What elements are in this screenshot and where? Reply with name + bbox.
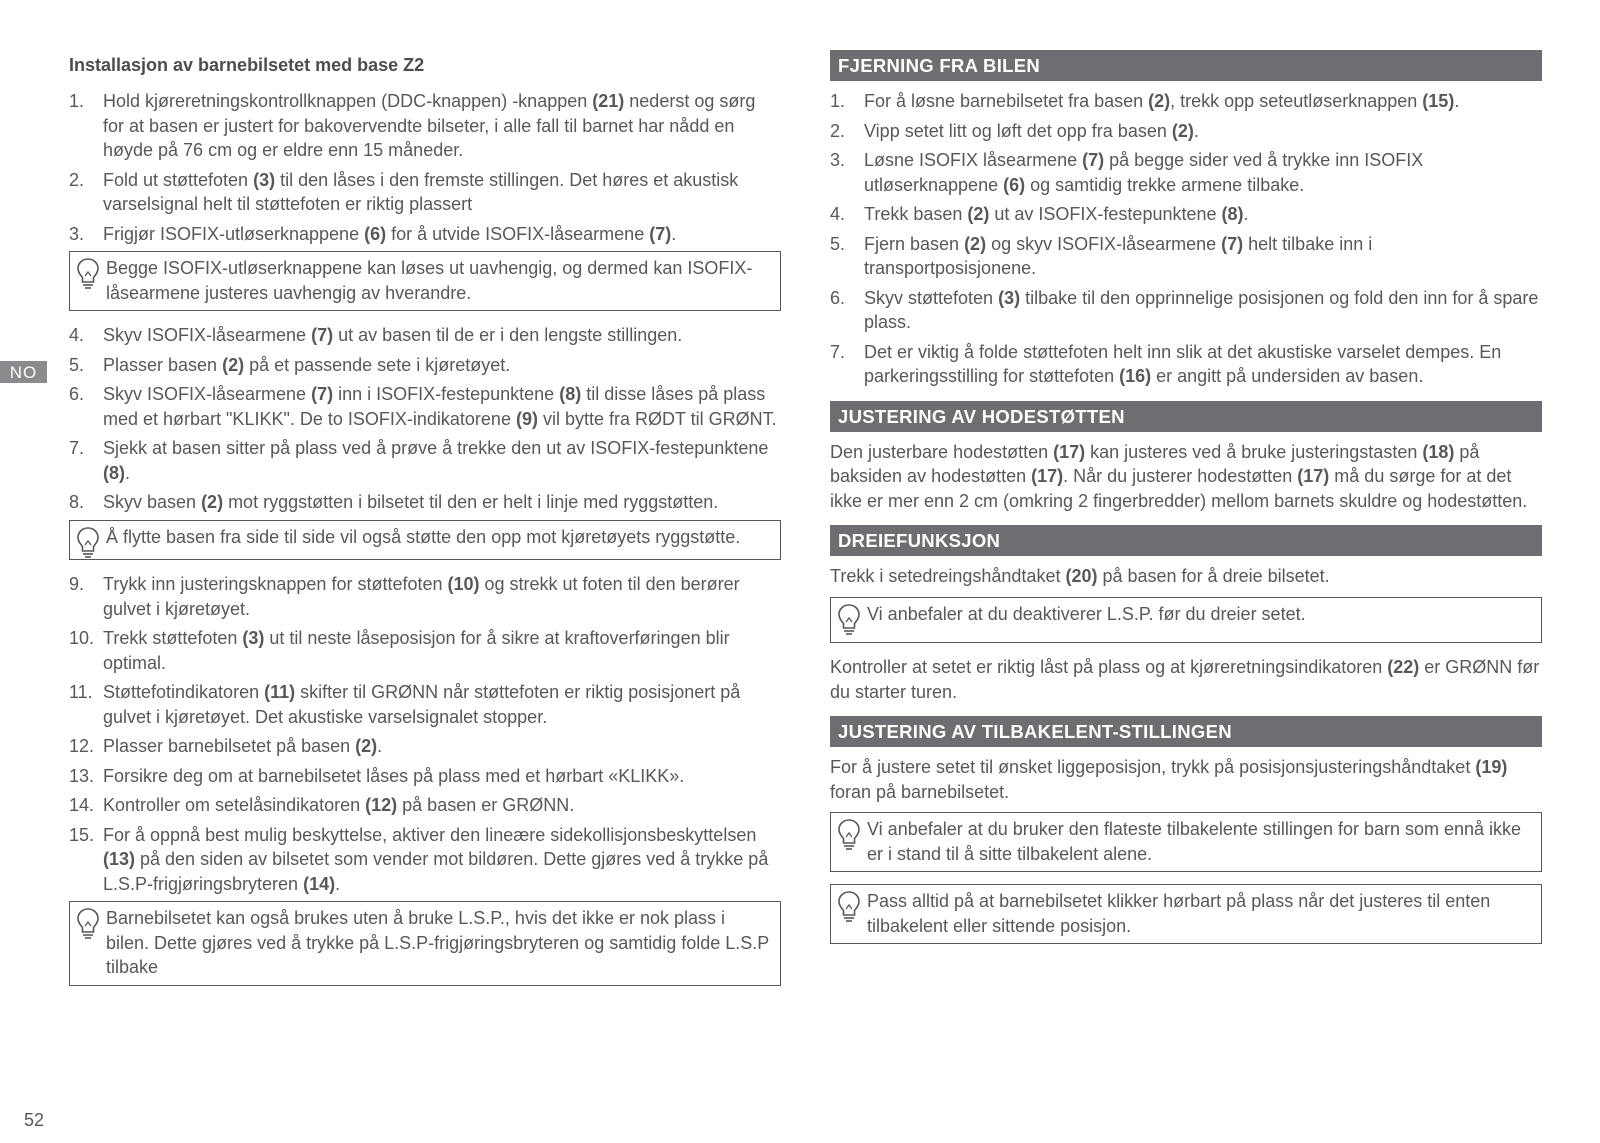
reference-number: (13) — [103, 849, 136, 869]
tip-text: Vi anbefaler at du bruker den flateste tilbakelente stillingen for barn som ennå ikke er i stand til å sitte tilbakelent alene. — [867, 819, 1522, 864]
reference-number: (10) — [447, 574, 480, 594]
step-number: 4. — [69, 325, 85, 345]
list-item — [69, 168, 781, 217]
reference-number: (20) — [1065, 566, 1098, 586]
lightbulb-icon — [76, 907, 100, 941]
text-segment: Støttefotindikatoren — [103, 682, 265, 702]
list-item — [69, 626, 781, 675]
text-segment: Frigjør ISOFIX-utløserknappene — [103, 223, 365, 244]
reference-number: (8) — [103, 462, 125, 483]
list-item — [69, 764, 781, 789]
step-number: 4. — [830, 204, 846, 224]
reference-number: (14) — [303, 873, 336, 894]
reference-number: (8) — [559, 384, 582, 404]
step-number: 2. — [69, 169, 85, 190]
reference-number: (2) — [964, 233, 987, 254]
steps-list-b — [69, 323, 781, 515]
text-segment: Skyv støttefoten — [864, 287, 999, 308]
tip-box-isofix — [69, 251, 781, 311]
step-number: 12. — [69, 736, 95, 756]
step-number: 14. — [69, 795, 95, 815]
text-segment: foran på barnebilsetet. — [830, 781, 1010, 802]
reference-number: (17) — [1053, 441, 1086, 462]
text-segment: ut av basen til de er i den lengste stillingen. — [333, 325, 683, 345]
text-segment: og skyv ISOFIX-låsearmene — [986, 233, 1222, 254]
tip-text: Begge ISOFIX-utløserknappene kan løses ut uavhengig, og dermed kan ISOFIX-låsearmene justeres uavhengig av hverandre. — [106, 258, 753, 303]
reference-number: (15) — [1422, 91, 1455, 111]
text-segment: Trekk støttefoten — [103, 628, 243, 648]
reference-number: (7) — [1082, 150, 1105, 170]
tip-text: Barnebilsetet kan også brukes uten å bruke L.S.P., hvis det ikke er nok plass i bilen. Dette gjøres ved å trykke på L.S.P-frigjøringsbryteren og samtidig folde L.S.P tilbake — [106, 908, 769, 977]
steps-list-a — [69, 89, 781, 246]
text-segment: Kontroller at setet er riktig låst på plass og at kjøreretningsindikatoren — [830, 657, 1388, 677]
step-number: 6. — [830, 287, 846, 308]
text-segment: For å løsne barnebilsetet fra basen — [864, 91, 1149, 111]
reference-number: (9) — [515, 408, 538, 429]
list-item — [830, 89, 1542, 114]
text-segment: er angitt på undersiden av basen. — [1151, 366, 1424, 386]
tip-box-lsp — [69, 901, 781, 986]
section-heading-recline: JUSTERING AV TILBAKELENT-STILLINGEN — [830, 716, 1542, 747]
reference-number: (7) — [649, 223, 672, 244]
text-segment: på basen for å dreie bilsetet. — [1097, 566, 1330, 586]
installation-heading: Installasjon av barnebilsetet med base Z2 — [69, 55, 425, 75]
reference-number: (2) — [1148, 91, 1171, 111]
text-segment: Skyv ISOFIX-låsearmene — [103, 325, 312, 345]
text-segment: til disse låses på plass med et hørbart "KLIKK". De to ISOFIX-indikatorene — [103, 384, 766, 429]
text-segment: på begge sider ved å trykke inn ISOFIX utløserknappene — [864, 150, 1424, 195]
right-column — [830, 50, 1542, 956]
lightbulb-icon — [837, 603, 861, 637]
text-segment: Løsne ISOFIX låsearmene — [864, 150, 1083, 170]
step-number: 1. — [69, 91, 85, 111]
step-number: 7. — [830, 341, 846, 362]
text-segment: og strekk ut foten til den berører gulvet i kjøretøyet. — [103, 574, 740, 619]
list-item — [69, 734, 781, 759]
text-segment: For å oppnå best mulig beskyttelse, aktiver den lineære sidekollisjonsbeskyttelsen — [103, 824, 757, 845]
text-segment: Trykk inn justeringsknappen for støttefoten — [103, 574, 448, 594]
rotation-check-paragraph — [830, 655, 1542, 704]
lightbulb-icon — [76, 257, 100, 291]
step-number: 9. — [69, 574, 85, 594]
language-tab: NO — [0, 361, 47, 383]
reference-number: (6) — [364, 223, 387, 244]
list-item — [830, 202, 1542, 227]
list-item — [69, 490, 781, 515]
section-heading-rotation: DREIEFUNKSJON — [830, 525, 1542, 556]
text-segment: vil bytte fra RØDT til GRØNT. — [537, 408, 777, 429]
text-segment: . Når du justerer hodestøtten — [1063, 466, 1298, 486]
step-number: 15. — [69, 824, 95, 845]
reference-number: (22) — [1387, 657, 1420, 677]
reference-number: (19) — [1475, 757, 1508, 777]
text-segment: helt tilbake inn i transportposisjonene. — [864, 233, 1373, 278]
text-segment: på baksiden av hodestøtten — [830, 441, 1480, 486]
tip-text: Å flytte basen fra side til side vil også støtte den opp mot kjøretøyets ryggstøtte. — [106, 526, 741, 547]
list-item — [69, 436, 781, 485]
text-segment: til den låses i den fremste stillingen. Det høres et akustisk varselsignal helt til støttefoten er riktig plassert — [103, 169, 739, 214]
text-segment: er GRØNN før du starter turen. — [830, 657, 1540, 702]
text-segment: Plasser barnebilsetet på basen — [103, 736, 356, 756]
reference-number: (6) — [1003, 174, 1026, 195]
text-segment: Vipp setet litt og løft det opp fra basen — [864, 120, 1172, 141]
tip-box-base — [69, 520, 781, 561]
text-segment: . — [1454, 91, 1460, 111]
text-segment: mot ryggstøtten i bilsetet til den er helt i linje med ryggstøtten. — [223, 492, 719, 512]
text-segment: Hold kjøreretningskontrollknappen (DDC-knappen) -knappen — [103, 91, 593, 111]
steps-list-c — [69, 572, 781, 896]
step-number: 5. — [69, 354, 85, 375]
reference-number: (2) — [222, 354, 245, 375]
text-segment: på et passende sete i kjøretøyet. — [244, 354, 511, 375]
tip-box-rotation — [830, 597, 1542, 644]
text-segment: Kontroller om setelåsindikatoren — [103, 795, 366, 815]
text-segment: Fold ut støttefoten — [103, 169, 254, 190]
list-item — [830, 119, 1542, 144]
text-segment: . — [335, 873, 341, 894]
list-item — [69, 89, 781, 163]
text-segment: ut av ISOFIX-festepunktene — [989, 204, 1222, 224]
text-segment: på den siden av bilsetet som vender mot bildøren. Dette gjøres ved å trykke på L.S.P-frigjøringsbryteren — [103, 849, 769, 894]
reference-number: (7) — [311, 384, 334, 404]
list-item — [830, 340, 1542, 389]
step-number: 13. — [69, 765, 95, 786]
step-number: 1. — [830, 91, 846, 111]
step-number: 5. — [830, 233, 846, 254]
lightbulb-icon — [837, 818, 861, 852]
reference-number: (3) — [253, 169, 276, 190]
reference-number: (2) — [201, 492, 224, 512]
page-number: 52 — [24, 1110, 45, 1130]
reference-number: (17) — [1031, 466, 1064, 486]
reference-number: (2) — [355, 736, 378, 756]
reference-number: (8) — [1221, 204, 1244, 224]
reference-number: (2) — [1171, 120, 1194, 141]
list-item — [69, 323, 781, 348]
text-segment: på basen er GRØNN. — [397, 795, 575, 815]
step-number: 7. — [69, 438, 85, 458]
step-number: 8. — [69, 492, 85, 512]
text-segment: nederst og sørg for at basen er justert for bakovervendte bilseter, i alle fall til barnet har nådd en høyde på 76 cm og er eldre enn 15 måneder. — [103, 91, 756, 160]
reference-number: (2) — [967, 204, 990, 224]
text-segment: For å justere setet til ønsket liggeposisjon, trykk på posisjonsjusteringshåndtaket — [830, 757, 1476, 777]
reference-number: (3) — [242, 628, 265, 648]
list-item — [69, 222, 781, 247]
text-segment: , trekk opp seteutløserknappen — [1170, 91, 1423, 111]
text-segment: Den justerbare hodestøtten — [830, 441, 1054, 462]
list-item — [830, 148, 1542, 197]
list-item — [830, 286, 1542, 335]
removal-steps-list — [830, 89, 1542, 389]
tip-text: Vi anbefaler at du deaktiverer L.S.P. før du dreier setet. — [867, 603, 1306, 624]
text-segment: inn i ISOFIX-festepunktene — [333, 384, 560, 404]
text-segment: tilbake til den opprinnelige posisjonen og fold den inn for å spare plass. — [864, 287, 1539, 332]
list-item — [69, 793, 781, 818]
text-segment: . — [125, 462, 131, 483]
list-item — [830, 232, 1542, 281]
text-segment: Plasser basen — [103, 354, 223, 375]
text-segment: Trekk i setedreingshåndtaket — [830, 566, 1066, 586]
section-heading-headrest: JUSTERING AV HODESTØTTEN — [830, 401, 1542, 432]
reference-number: (3) — [998, 287, 1021, 308]
list-item — [69, 382, 781, 431]
text-segment: . — [1243, 204, 1249, 224]
recline-paragraph — [830, 755, 1542, 804]
text-segment: Fjern basen — [864, 233, 965, 254]
text-segment: . — [1193, 120, 1199, 141]
text-segment: for å utvide ISOFIX-låsearmene — [386, 223, 650, 244]
step-number: 3. — [830, 150, 846, 170]
text-segment: . — [377, 736, 383, 756]
text-segment: ut til neste låseposisjon for å sikre at kraftoverføringen blir optimal. — [103, 628, 730, 673]
reference-number: (12) — [365, 795, 398, 815]
headrest-paragraph — [830, 440, 1542, 514]
reference-number: (7) — [1221, 233, 1244, 254]
list-item — [69, 680, 781, 729]
step-number: 10. — [69, 628, 95, 648]
step-number: 11. — [69, 682, 93, 702]
step-number: 6. — [69, 384, 85, 404]
text-segment: skifter til GRØNN når støttefoten er riktig posisjonert på gulvet i kjøretøyet. Det akustiske varselsignalet stopper. — [103, 682, 741, 727]
text-segment: Forsikre deg om at barnebilsetet låses på plass med et hørbart «KLIKK». — [103, 765, 685, 786]
step-number: 3. — [69, 223, 85, 244]
step-number: 2. — [830, 120, 846, 141]
reference-number: (11) — [264, 682, 296, 702]
text-segment: kan justeres ved å bruke justeringstasten — [1085, 441, 1423, 462]
text-segment: og samtidig trekke armene tilbake. — [1025, 174, 1305, 195]
list-item — [69, 572, 781, 621]
left-column — [69, 50, 781, 998]
list-item — [69, 353, 781, 378]
tip-box-recline-2 — [830, 884, 1542, 944]
rotation-paragraph — [830, 564, 1542, 589]
tip-box-recline-1 — [830, 812, 1542, 872]
reference-number: (7) — [311, 325, 334, 345]
reference-number: (21) — [592, 91, 625, 111]
text-segment: Det er viktig å folde støttefoten helt inn slik at det akustiske varselet dempes. En parkeringsstilling for støttefoten — [864, 341, 1502, 386]
text-segment: må du sørge for at det ikke er mer enn 2 cm (omkring 2 fingerbredder) mellom barnets skuldre og hodestøtten. — [830, 466, 1528, 511]
text-segment: Trekk basen — [864, 204, 968, 224]
section-heading-removal: FJERNING FRA BILEN — [830, 50, 1542, 81]
reference-number: (16) — [1119, 366, 1152, 386]
reference-number: (18) — [1422, 441, 1455, 462]
list-item — [69, 823, 781, 897]
reference-number: (17) — [1297, 466, 1330, 486]
tip-text: Pass alltid på at barnebilsetet klikker hørbart på plass når det justeres til enten tilbakelent eller sittende posisjon. — [867, 891, 1491, 936]
lightbulb-icon — [76, 526, 100, 560]
text-segment: . — [671, 223, 677, 244]
text-segment: Skyv basen — [103, 492, 202, 512]
text-segment: Skyv ISOFIX-låsearmene — [103, 384, 312, 404]
lightbulb-icon — [837, 890, 861, 924]
text-segment: Sjekk at basen sitter på plass ved å prøve å trekke den ut av ISOFIX-festepunktene — [103, 438, 769, 458]
